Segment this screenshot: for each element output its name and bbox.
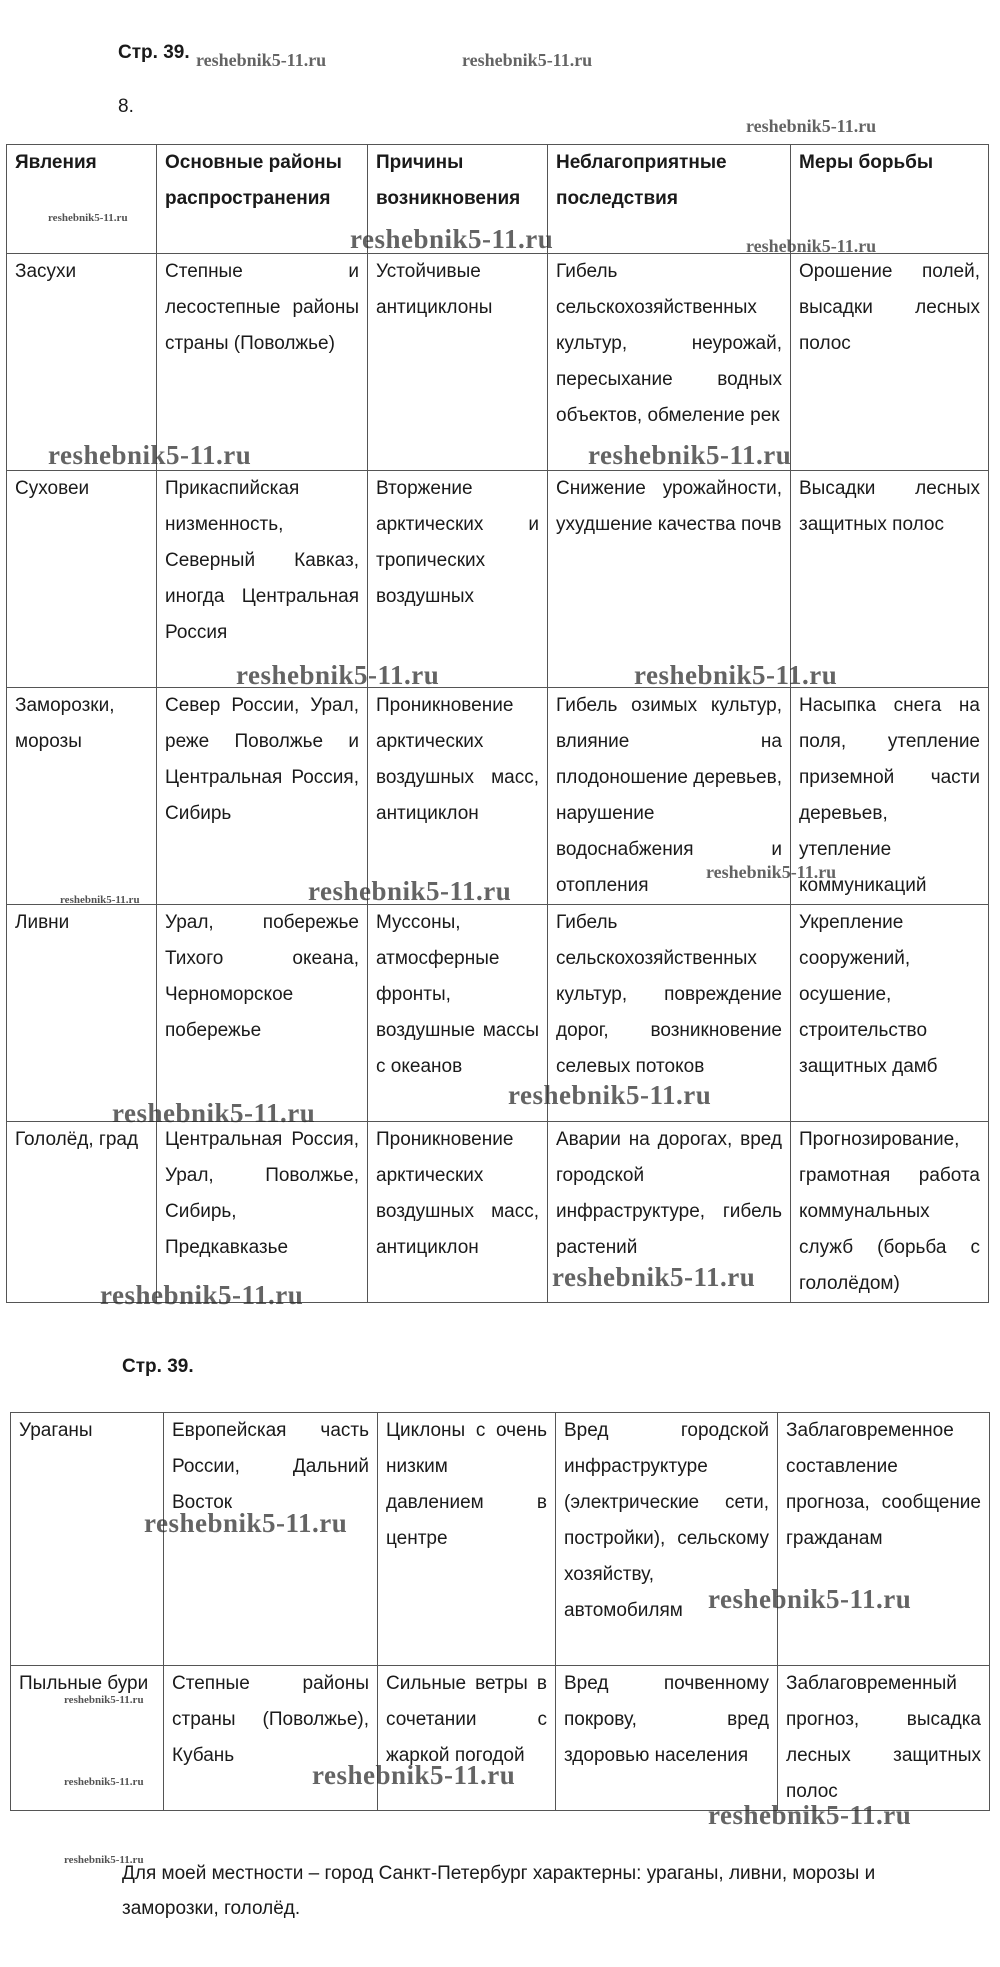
table-cell: Укрепление сооружений, осушение, строительство защитных дамб xyxy=(791,905,989,1122)
table-cell: Степные районы страны (Поволжье), Кубань xyxy=(164,1666,378,1811)
watermark: reshebnik5-11.ru xyxy=(60,894,140,906)
table-cell: Прикаспийская низменность, Северный Кавказ, иногда Центральная Россия xyxy=(157,471,368,688)
table-row xyxy=(7,471,989,688)
watermark: reshebnik5-11.ru xyxy=(112,1098,316,1128)
table-cell: Снижение урожайности, ухудшение качества почв xyxy=(548,471,791,688)
table-cell: Сильные ветры в сочетании с жаркой погодой xyxy=(378,1666,556,1811)
table-cell: Север России, Урал, реже Поволжье и Центральная Россия, Сибирь xyxy=(157,688,368,905)
table-cell: Вред почвенному покрову, вред здоровью населения xyxy=(556,1666,778,1811)
watermark: reshebnik5-11.ru xyxy=(708,1800,912,1830)
watermark: reshebnik5-11.ru xyxy=(462,50,593,70)
table-cell: Гибель сельскохозяйственных культур, повреждение дорог, возникновение селевых потоков xyxy=(548,905,791,1122)
table-cell: Центральная Россия, Урал, Поволжье, Сибирь, Предкавказье xyxy=(157,1122,368,1303)
column-header: Меры борьбы xyxy=(791,145,989,254)
table-cell: Пыльные бури xyxy=(11,1666,164,1811)
conclusion-text: Для моей местности – город Санкт-Петербург характерны: ураганы, ливни, морозы и заморозки, гололёд. xyxy=(122,1863,876,1919)
table-cell: Степные и лесостепные районы страны (Поволжье) xyxy=(157,254,368,471)
watermark: reshebnik5-11.ru xyxy=(48,440,252,470)
table-cell: Гибель сельскохозяйственных культур, неурожай, пересыхание водных объектов, обмеление рек xyxy=(548,254,791,471)
table-cell: Насыпка снега на поля, утепление приземной части деревьев, утепление коммуникаций xyxy=(791,688,989,905)
table-cell: Орошение полей, высадки лесных полос xyxy=(791,254,989,471)
watermark: reshebnik5-11.ru xyxy=(746,116,877,136)
table-cell: Ураганы xyxy=(11,1413,164,1666)
table-cell: Вторжение арктических и тропических воздушных xyxy=(368,471,548,688)
watermark: reshebnik5-11.ru xyxy=(196,50,327,70)
watermark: reshebnik5-11.ru xyxy=(236,660,440,690)
watermark: reshebnik5-11.ru xyxy=(312,1760,516,1790)
watermark: reshebnik5-11.ru xyxy=(64,1694,144,1706)
table-row xyxy=(7,905,989,1122)
watermark: reshebnik5-11.ru xyxy=(48,212,128,224)
table-header-row xyxy=(7,145,989,254)
column-header: Неблагоприятные последствия xyxy=(548,145,791,254)
table-cell: Гибель озимых культур, влияние на плодоношение деревьев, нарушение водоснабжения и отопления xyxy=(548,688,791,905)
watermark: reshebnik5-11.ru xyxy=(634,660,838,690)
watermark: reshebnik5-11.ru xyxy=(64,1776,144,1788)
table-cell: Прогнозирование, грамотная работа коммунальных служб (борьба с гололёдом) xyxy=(791,1122,989,1303)
table-cell: Засухи xyxy=(7,254,157,471)
phenomena-table xyxy=(6,144,989,1303)
watermark: reshebnik5-11.ru xyxy=(708,1584,912,1614)
watermark: reshebnik5-11.ru xyxy=(144,1508,348,1538)
column-header: Явления xyxy=(7,145,157,254)
watermark: reshebnik5-11.ru xyxy=(64,1854,144,1866)
page-heading-2: Стр. 39. xyxy=(122,1356,194,1377)
table-cell: Заблаговременный прогноз, высадка лесных защитных полос xyxy=(778,1666,990,1811)
table-cell: Урал, побережье Тихого океана, Черноморское побережье xyxy=(157,905,368,1122)
task-number: 8. xyxy=(118,96,134,117)
table-cell: Высадки лесных защитных полос xyxy=(791,471,989,688)
table-row xyxy=(11,1413,990,1666)
table-cell: Европейская часть России, Дальний Восток xyxy=(164,1413,378,1666)
watermark: reshebnik5-11.ru xyxy=(350,224,554,254)
table-row xyxy=(11,1666,990,1811)
table-cell: Проникновение арктических воздушных масс, антициклон xyxy=(368,688,548,905)
table-cell: Устойчивые антициклоны xyxy=(368,254,548,471)
table-cell: Заблаговременное составление прогноза, сообщение гражданам xyxy=(778,1413,990,1666)
table-cell: Циклоны с очень низким давлением в центре xyxy=(378,1413,556,1666)
table-cell: Проникновение арктических воздушных масс, антициклон xyxy=(368,1122,548,1303)
watermark: reshebnik5-11.ru xyxy=(100,1280,304,1310)
table-row xyxy=(7,254,989,471)
table-cell: Суховеи xyxy=(7,471,157,688)
column-header: Причины возникновения xyxy=(368,145,548,254)
page-heading-1: Стр. 39. xyxy=(118,42,190,63)
table-cell: Аварии на дорогах, вред городской инфраструктуре, гибель растений xyxy=(548,1122,791,1303)
table-cell: Вред городской инфраструктуре (электрические сети, постройки), сельскому хозяйству, автомобилям xyxy=(556,1413,778,1666)
watermark: reshebnik5-11.ru xyxy=(552,1262,756,1292)
table-row xyxy=(7,688,989,905)
table-cell: Ливни xyxy=(7,905,157,1122)
column-header: Основные районы распространения xyxy=(157,145,368,254)
table-cell: Заморозки, морозы xyxy=(7,688,157,905)
watermark: reshebnik5-11.ru xyxy=(706,862,837,882)
watermark: reshebnik5-11.ru xyxy=(308,876,512,906)
table-row xyxy=(7,1122,989,1303)
phenomena-table-continued xyxy=(10,1412,990,1811)
watermark: reshebnik5-11.ru xyxy=(746,236,877,256)
table-cell: Гололёд, град xyxy=(7,1122,157,1303)
watermark: reshebnik5-11.ru xyxy=(508,1080,712,1110)
table-cell: Муссоны, атмосферные фронты, воздушные массы с океанов xyxy=(368,905,548,1122)
watermark: reshebnik5-11.ru xyxy=(588,440,792,470)
